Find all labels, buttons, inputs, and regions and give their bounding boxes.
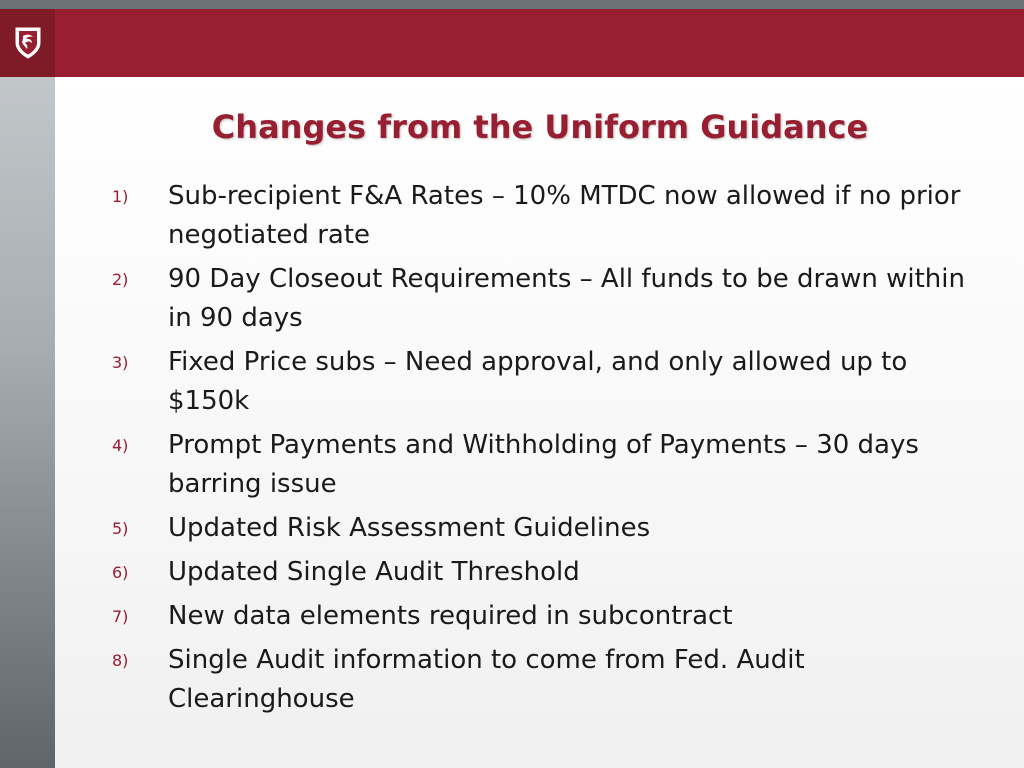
list-item-number: 3) [112,353,129,372]
list-item [112,260,992,338]
list-item-number: 1) [112,187,129,206]
list-item-text: Updated Risk Assessment Guidelines [168,513,651,543]
list-item-text: Prompt Payments and Withholding of Payments – 30 days barring issue [168,430,919,499]
list-item [112,343,992,421]
list-item-text: New data elements required in subcontract [168,601,733,631]
list-item-number: 5) [112,519,129,538]
list-item [112,509,992,548]
list-item [112,641,992,719]
list-item [112,597,992,636]
top-strip [0,0,1024,9]
list-item [112,177,992,255]
list-item-number: 4) [112,436,129,455]
list-item-text: Sub-recipient F&A Rates – 10% MTDC now allowed if no prior negotiated rate [168,181,961,250]
wsu-cougar-shield-icon [13,25,43,61]
list-item-number: 8) [112,651,129,670]
changes-list [112,177,992,724]
list-item [112,426,992,504]
list-item-number: 6) [112,563,129,582]
list-item-text: Single Audit information to come from Fed. Audit Clearinghouse [168,645,805,714]
list-item-text: Fixed Price subs – Need approval, and only allowed up to $150k [168,347,908,416]
header-band [55,9,1024,77]
list-item-number: 7) [112,607,129,626]
slide-title: Changes from the Uniform Guidance [211,108,869,146]
list-item-text: 90 Day Closeout Requirements – All funds to be drawn within in 90 days [168,264,965,333]
list-item-text: Updated Single Audit Threshold [168,557,580,587]
list-item-number: 2) [112,270,129,289]
list-item [112,553,992,592]
logo [0,9,55,77]
